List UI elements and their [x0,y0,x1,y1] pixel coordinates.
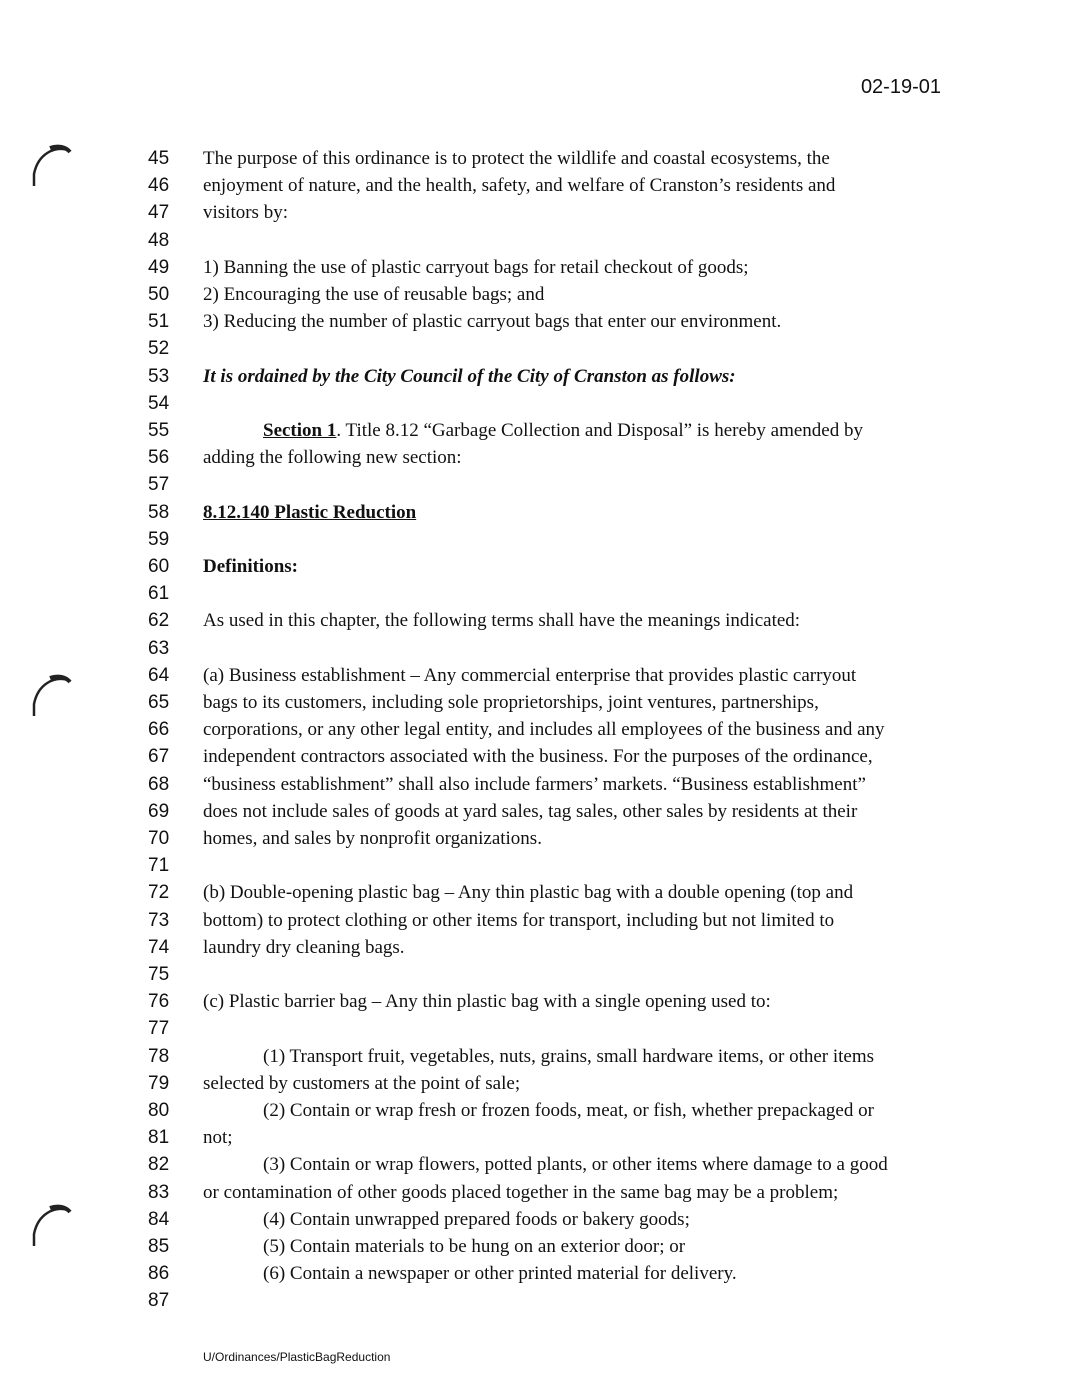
line-number: 87 [148,1290,170,1312]
document-line [0,988,1077,1015]
line-text: does not include sales of goods at yard sales, tag sales, other sales by residents at their [203,800,858,822]
line-text: (4) Contain unwrapped prepared foods or bakery goods; [263,1208,690,1230]
line-number: 84 [148,1208,170,1230]
document-line [0,471,1077,498]
line-number: 78 [148,1045,170,1067]
line-text: (a) Business establishment – Any commercial enterprise that provides plastic carryout [203,664,857,686]
line-number: 80 [148,1100,170,1121]
line-text: (5) Contain materials to be hung on an exterior door; or [263,1236,686,1257]
document-line [0,879,1077,906]
line-number: 50 [148,284,170,305]
line-text: 2) Encouraging the use of reusable bags; and [203,284,545,305]
line-number: 77 [148,1018,170,1040]
document-line [0,1151,1077,1178]
line-text: (3) Contain or wrap flowers, potted plants, or other items where damage to a good [263,1154,888,1176]
line-number: 61 [148,583,170,605]
document-line [0,689,1077,716]
line-number: 59 [148,528,170,550]
line-text: homes, and sales by nonprofit organizations. [203,828,542,849]
document-line [0,308,1077,335]
line-text: 1) Banning the use of plastic carryout bags for retail checkout of goods; [203,256,749,278]
document-line [0,1070,1077,1097]
document-line [0,1260,1077,1287]
line-text: bottom) to protect clothing or other items for transport, including but not limited to [203,909,835,931]
line-number: 63 [148,637,170,659]
line-text: 3) Reducing the number of plastic carryout bags that enter our environment. [203,311,782,333]
section-label: Section 1 [263,420,337,441]
document-line [0,227,1077,254]
line-text: . Title 8.12 “Garbage Collection and Disposal” is hereby amended by [336,420,863,441]
line-number: 49 [148,256,170,278]
line-number: 74 [148,936,170,958]
line-number: 82 [148,1154,170,1176]
line-text: (2) Contain or wrap fresh or frozen foods, meat, or fish, whether prepackaged or [263,1100,874,1121]
line-text: 8.12.140 Plastic Reduction [203,501,417,523]
line-number: 53 [148,365,170,387]
document-line [0,907,1077,934]
document-id: 02-19-01 [860,76,941,98]
line-number: 58 [148,501,170,523]
document-line [0,607,1077,634]
line-text: visitors by: [203,202,288,224]
document-line [0,526,1077,553]
document-line [0,771,1077,798]
line-number: 65 [148,692,170,713]
line-number: 69 [148,800,170,822]
line-text: bags to its customers, including sole proprietorships, joint ventures, partnerships, [203,692,819,713]
line-number: 52 [148,338,170,360]
line-number: 81 [148,1127,170,1149]
document-line [0,172,1077,199]
document-line [0,417,1077,444]
document-line [0,1233,1077,1260]
line-number: 71 [148,855,170,877]
line-text: (c) Plastic barrier bag – Any thin plastic bag with a single opening used to: [203,991,771,1013]
document-line [0,716,1077,743]
line-text-with-section-label [263,417,967,444]
document-line [0,444,1077,471]
line-number: 73 [148,909,170,931]
footer-file-path: U/Ordinances/PlasticBagReduction [203,1350,391,1364]
line-text: laundry dry cleaning bags. [203,936,405,958]
document-line [0,363,1077,390]
document-line [0,852,1077,879]
line-number: 79 [148,1072,170,1094]
document-line [0,145,1077,172]
line-text: not; [203,1127,233,1149]
line-number: 55 [148,420,170,441]
document-line [0,335,1077,362]
line-text: The purpose of this ordinance is to protect the wildlife and coastal ecosystems, the [203,148,830,169]
line-number: 46 [148,175,170,197]
document-line [0,961,1077,988]
document-line [0,1179,1077,1206]
line-number: 51 [148,311,170,333]
document-line [0,1043,1077,1070]
line-number: 70 [148,828,170,849]
line-number: 64 [148,664,170,686]
document-line [0,1206,1077,1233]
line-number: 75 [148,964,170,985]
line-number: 83 [148,1181,170,1203]
line-number: 54 [148,392,170,414]
line-text: As used in this chapter, the following terms shall have the meanings indicated: [203,610,801,632]
document-line [0,1124,1077,1151]
line-number: 85 [148,1236,170,1257]
line-number: 86 [148,1263,170,1285]
document-line [0,743,1077,770]
line-number: 57 [148,474,170,496]
document-line [0,1015,1077,1042]
line-number: 48 [148,229,170,251]
line-text: adding the following new section: [203,447,462,469]
document-line [0,553,1077,580]
line-number: 60 [148,556,170,577]
document-line [0,934,1077,961]
document-line [0,254,1077,281]
document-line [0,281,1077,308]
line-text: (6) Contain a newspaper or other printed material for delivery. [263,1263,737,1285]
document-line [0,798,1077,825]
line-text: (b) Double-opening plastic bag – Any thin plastic bag with a double opening (top and [203,882,854,904]
document-line [0,825,1077,852]
line-text: “business establishment” shall also include farmers’ markets. “Business establishment” [203,773,866,795]
line-number: 67 [148,746,170,768]
line-number: 62 [148,610,170,632]
line-text: Definitions: [203,556,298,577]
line-text: corporations, or any other legal entity, and includes all employees of the business and any [203,719,885,741]
line-number: 68 [148,773,170,795]
line-number: 72 [148,882,170,904]
line-text: selected by customers at the point of sale; [203,1072,521,1094]
line-text: enjoyment of nature, and the health, safety, and welfare of Cranston’s residents and [203,175,836,197]
line-number: 76 [148,991,170,1013]
document-line [0,390,1077,417]
line-number: 47 [148,202,170,224]
document-line [0,580,1077,607]
line-text: independent contractors associated with the business. For the purposes of the ordinance, [203,746,873,768]
line-text: (1) Transport fruit, vegetables, nuts, grains, small hardware items, or other items [263,1045,875,1067]
document-line [0,635,1077,662]
document-line [0,1097,1077,1124]
document-line [0,662,1077,689]
line-text: It is ordained by the City Council of the City of Cranston as follows: [203,365,736,387]
line-number: 66 [148,719,170,741]
document-line [0,199,1077,226]
line-number: 45 [148,148,170,169]
line-text: or contamination of other goods placed together in the same bag may be a problem; [203,1181,839,1203]
document-line [0,1287,1077,1314]
line-number: 56 [148,447,170,469]
document-line [0,499,1077,526]
